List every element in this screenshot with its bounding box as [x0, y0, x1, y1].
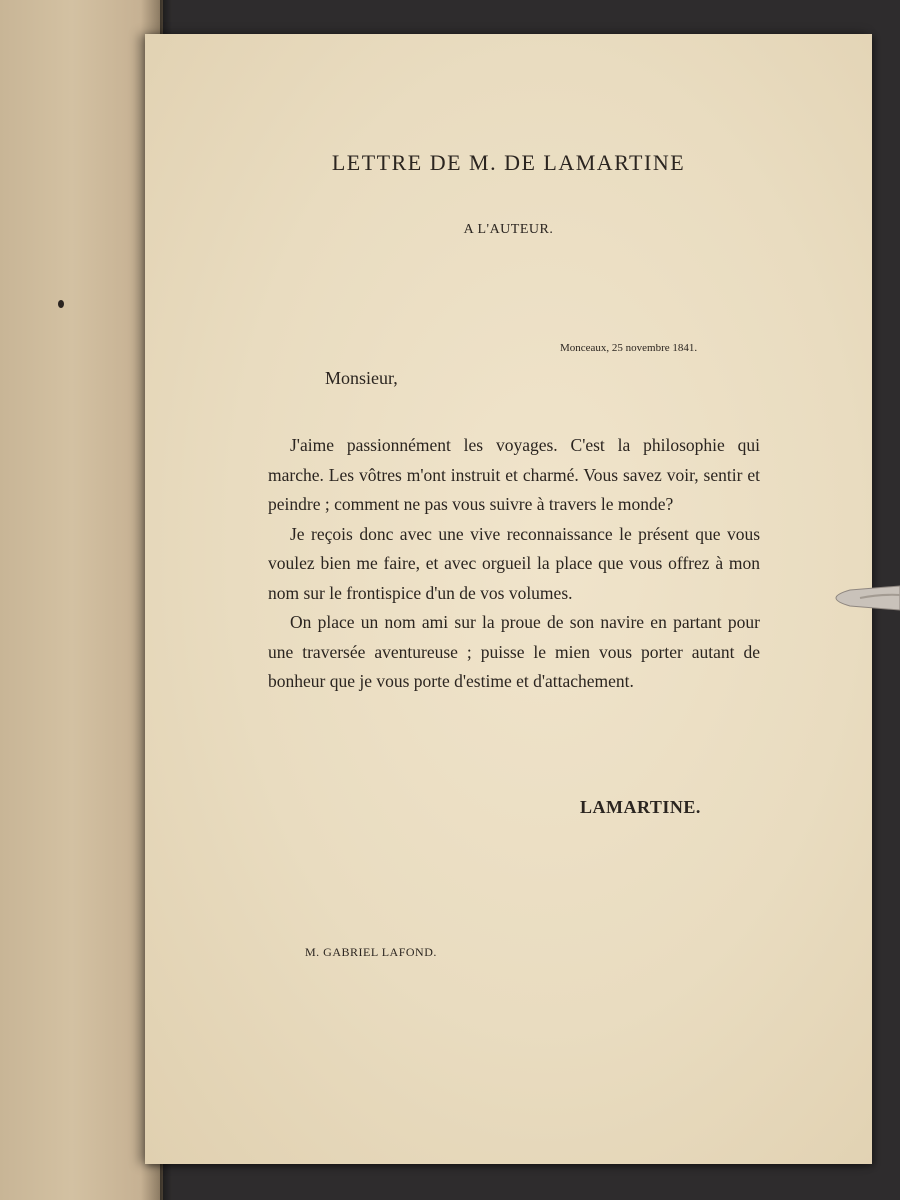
letter-paragraph: J'aime passionnément les voyages. C'est la philosophie qui marche. Les vôtres m'ont instruit et charmé. Vous savez voir, sentir et peindre ; comment ne pas vous suivre à travers le monde? [268, 435, 760, 514]
letter-signature: LAMARTINE. [580, 797, 701, 817]
letter-body [268, 431, 760, 697]
letter-dateline: Monceaux, 25 novembre 1841. [560, 342, 698, 354]
facing-page [0, 0, 163, 1200]
letter-title: LETTRE DE M. DE LAMARTINE [331, 150, 686, 175]
letter-salutation: Monsieur, [325, 368, 398, 388]
bookmark-icon [820, 580, 900, 616]
letter-paragraph: On place un nom ami sur la proue de son navire en partant pour une traversée aventureuse ; puisse le mien vous porter autant de bonheur que je vous porte d'estime et d'attachement. [268, 612, 760, 691]
paper-speck [58, 300, 64, 308]
letter-addressee: M. GABRIEL LAFOND. [305, 945, 437, 959]
letter-paragraph: Je reçois donc avec une vive reconnaissance le présent que vous voulez bien me faire, et avec orgueil la place que vous offrez à mon nom sur le frontispice d'un de vos volumes. [268, 523, 760, 603]
letter-subtitle: A L'AUTEUR. [463, 222, 554, 237]
